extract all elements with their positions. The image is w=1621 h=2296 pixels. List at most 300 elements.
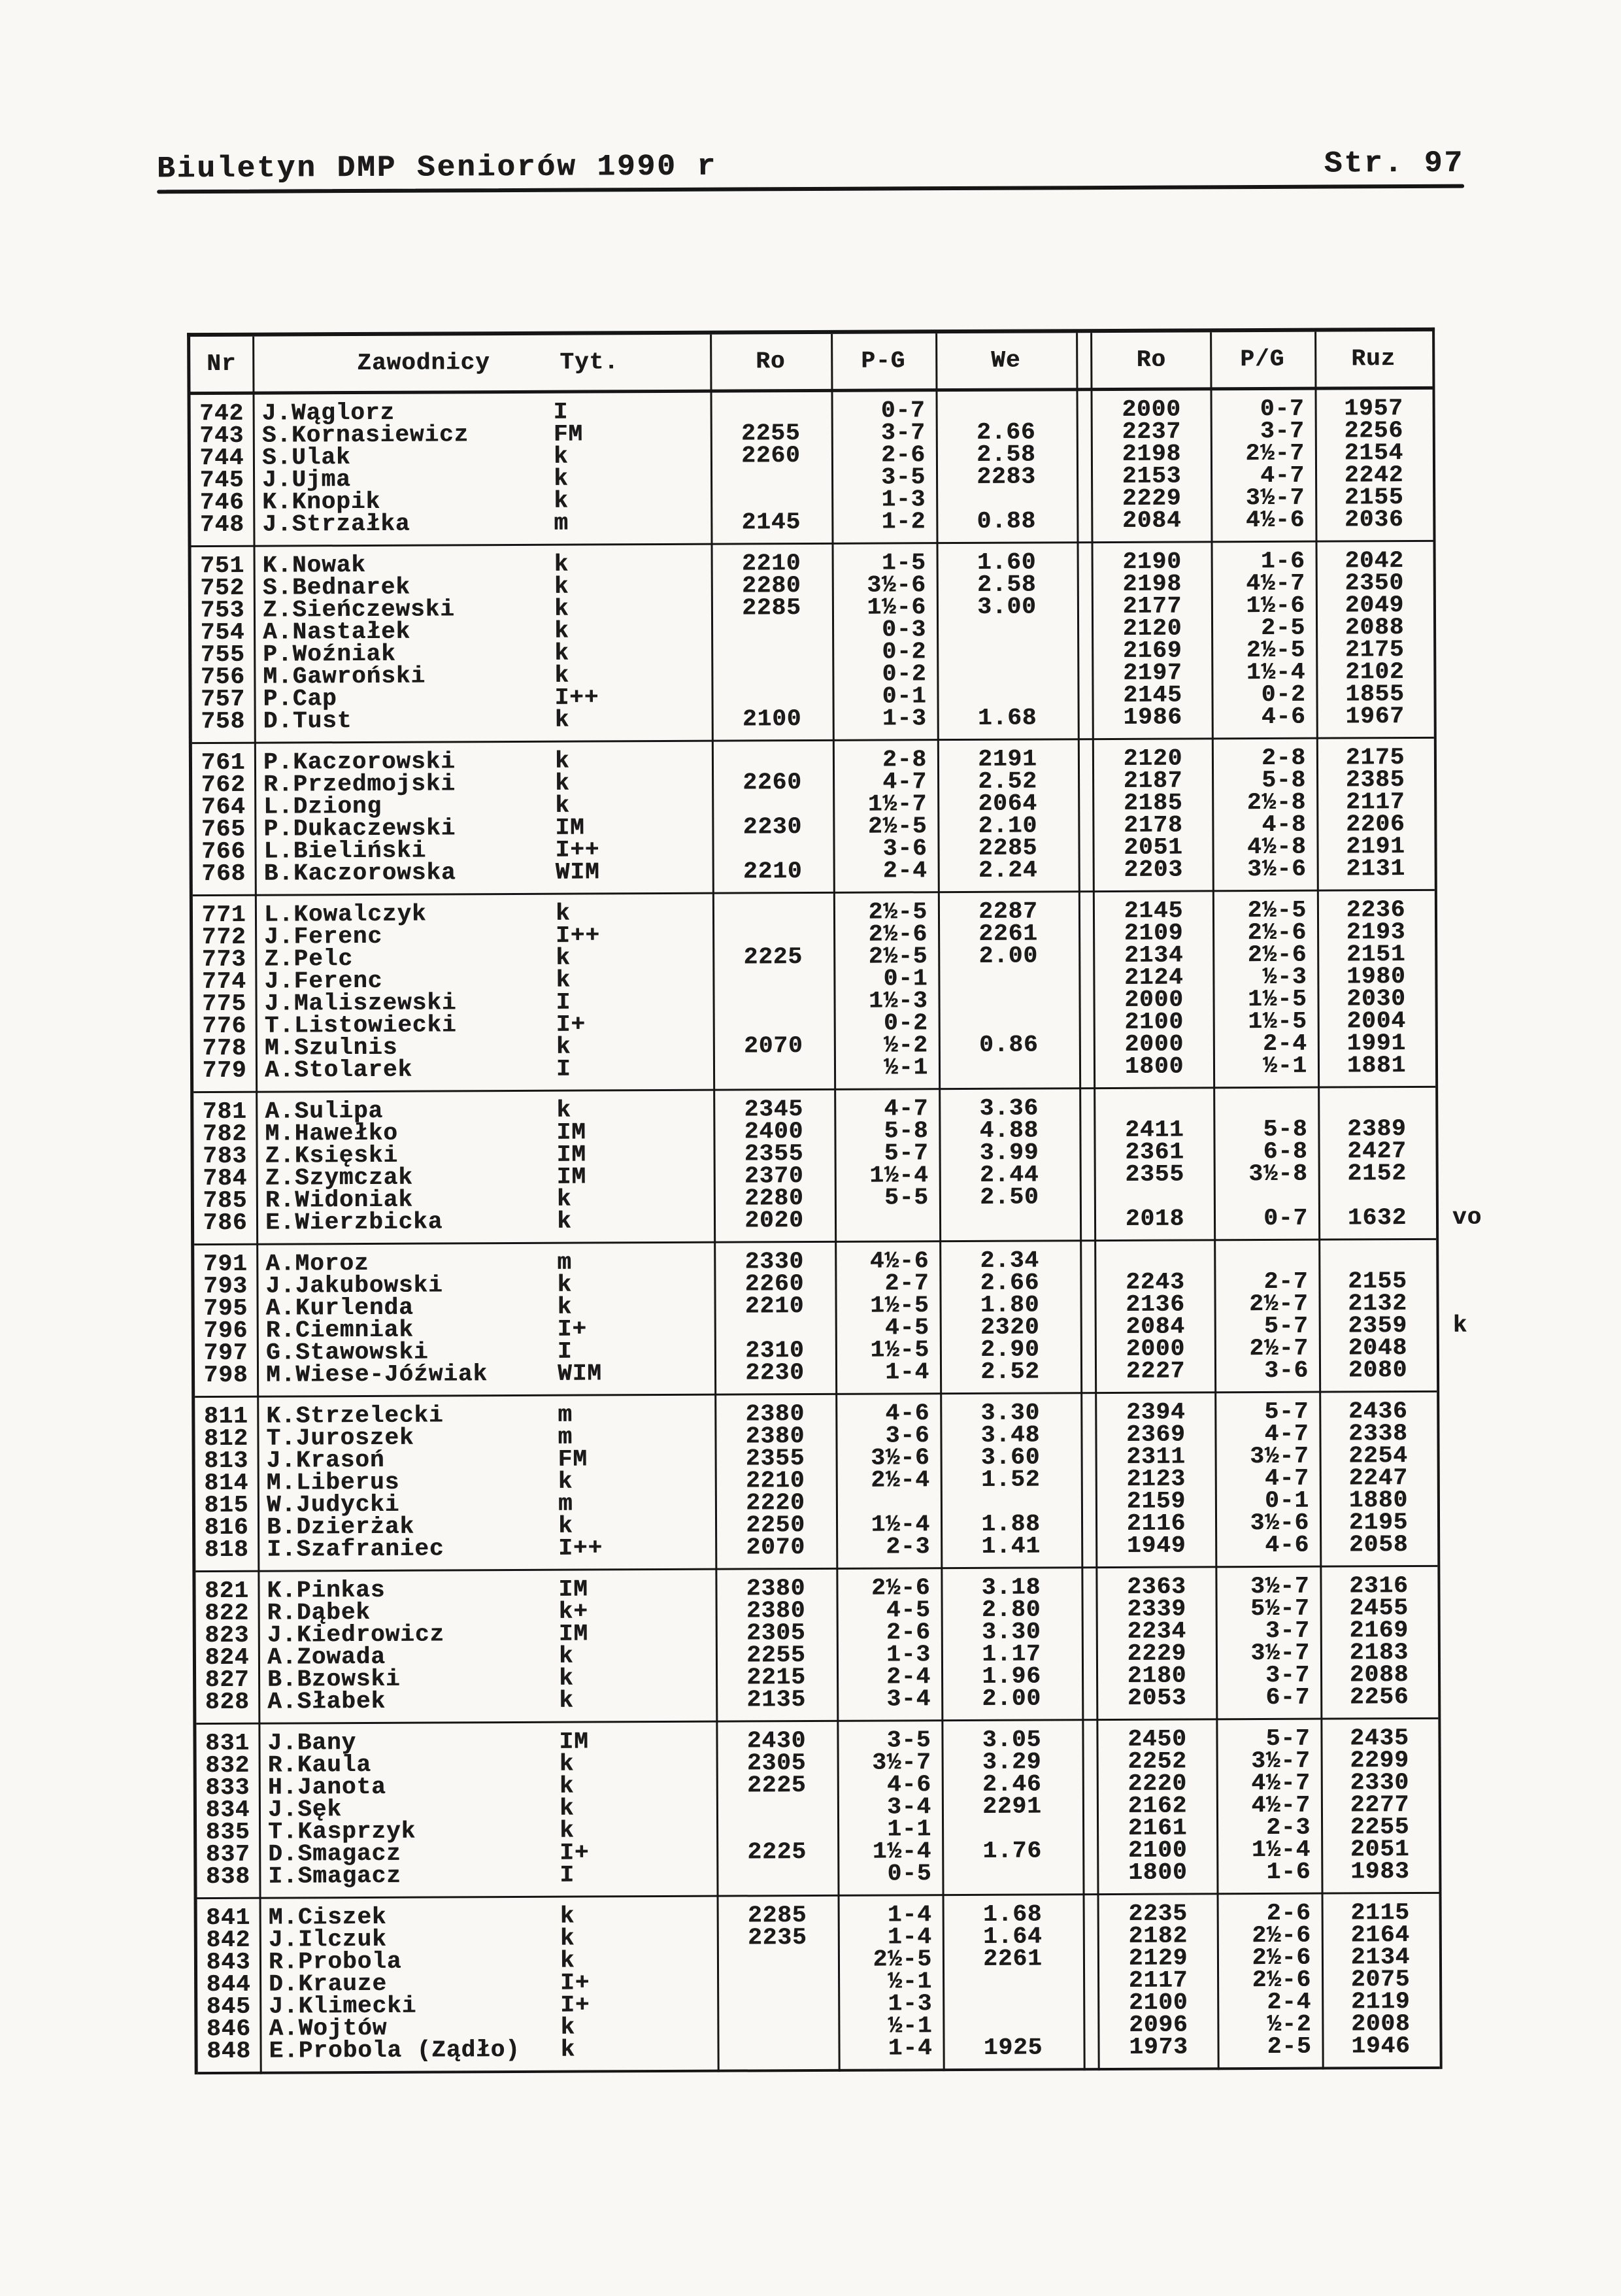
player-name: Z.Pelc xyxy=(264,945,353,973)
rating-ro-2: 2100 xyxy=(1124,1008,1184,1036)
player-name-cell xyxy=(254,794,712,819)
rating-ruz: 1991 xyxy=(1346,1030,1407,1057)
performance-we: 2191 xyxy=(978,745,1037,773)
rating-ruz: 2191 xyxy=(1346,833,1405,860)
player-title: k xyxy=(560,1925,575,1952)
points-games-2: 3½-7 xyxy=(1250,1639,1311,1667)
rating-ro-1: 2135 xyxy=(746,1686,807,1714)
points-games-2: 1½-5 xyxy=(1248,1007,1307,1036)
player-name-cell xyxy=(256,1096,713,1125)
points-games-1: 1-4 xyxy=(888,2034,933,2062)
rating-ro-2: 2134 xyxy=(1124,941,1184,969)
points-games-1: 2-4 xyxy=(886,1663,931,1691)
rating-ro-1: 2260 xyxy=(744,1270,805,1298)
points-games-2: 5-7 xyxy=(1264,1398,1309,1425)
rating-ro-2: 2177 xyxy=(1122,592,1182,620)
player-name-cell xyxy=(255,944,712,973)
rating-ruz: 2088 xyxy=(1349,1661,1409,1689)
rating-ro-1: 2070 xyxy=(744,1032,803,1060)
rating-ro-1: 2260 xyxy=(743,769,802,796)
player-name: E.Wierzbicka xyxy=(265,1208,443,1236)
player-number: 798 xyxy=(203,1361,248,1389)
table-row xyxy=(191,506,1433,539)
points-games-2: 4-6 xyxy=(1265,1531,1310,1559)
points-games-2: 1-6 xyxy=(1260,547,1305,575)
performance-we: 2320 xyxy=(980,1313,1040,1341)
player-number: 838 xyxy=(205,1863,250,1891)
rating-ro-2: 2178 xyxy=(1124,811,1183,839)
points-games-1: 2½-6 xyxy=(868,920,928,948)
player-name-cell xyxy=(256,1207,714,1236)
player-number: 813 xyxy=(204,1447,249,1475)
player-number: 834 xyxy=(205,1796,250,1824)
performance-we: 2.80 xyxy=(981,1596,1041,1623)
rating-ro-2: 2018 xyxy=(1125,1205,1185,1232)
player-title: k+ xyxy=(558,1598,588,1625)
player-group xyxy=(191,390,1433,545)
rating-ro-1: 2285 xyxy=(747,1902,807,1929)
rating-ro-1: 2280 xyxy=(741,572,801,599)
rating-ro-1: 2260 xyxy=(741,442,801,469)
rating-ro-1 xyxy=(711,619,832,642)
player-name-cell xyxy=(256,1271,714,1300)
points-games-1: 1½-7 xyxy=(867,790,927,818)
rating-ruz: 2256 xyxy=(1344,417,1404,445)
player-number: 766 xyxy=(201,837,246,866)
points-games-2: 1-6 xyxy=(1266,1858,1311,1885)
rating-ro-1: 2380 xyxy=(746,1597,806,1625)
player-title: I++ xyxy=(558,1534,603,1562)
points-games-2: 4-7 xyxy=(1264,1420,1309,1447)
player-name-cell xyxy=(254,814,712,843)
points-games-2: 4½-8 xyxy=(1247,833,1307,861)
player-name: M.Wiese-Jóźwiak xyxy=(265,1360,488,1389)
rating-ruz: 2102 xyxy=(1345,658,1405,686)
points-games-1: 3-7 xyxy=(880,419,926,447)
points-games-2: 2-6 xyxy=(1266,1899,1311,1927)
player-title: k xyxy=(553,443,569,470)
rating-ro-1: 2380 xyxy=(745,1423,805,1450)
player-number: 782 xyxy=(202,1120,247,1148)
performance-we: 2.46 xyxy=(982,1770,1042,1798)
rating-ruz: 2175 xyxy=(1345,744,1405,771)
player-name-cell xyxy=(259,1819,716,1844)
points-games-2: 3½-7 xyxy=(1245,484,1305,512)
rating-ruz: 2255 xyxy=(1350,1814,1410,1841)
player-group xyxy=(193,891,1435,1091)
player-title: m xyxy=(557,1249,573,1276)
rating-ro-1 xyxy=(713,1057,834,1080)
player-title: IM xyxy=(555,814,585,841)
performance-we: 1.60 xyxy=(977,549,1037,576)
points-games-2: 2-7 xyxy=(1263,1268,1309,1295)
points-games-1: 4-7 xyxy=(882,768,927,796)
player-number: 757 xyxy=(201,685,246,713)
player-number: 765 xyxy=(201,815,246,843)
points-games-1: 0-2 xyxy=(882,660,927,688)
rating-ruz: 2088 xyxy=(1345,614,1405,641)
player-name: P.Cap xyxy=(263,685,337,713)
player-name-cell xyxy=(259,1750,716,1779)
rating-ro-1: 2145 xyxy=(741,509,801,536)
points-games-1: 1½-6 xyxy=(867,594,927,621)
player-name-cell xyxy=(258,1730,716,1755)
points-games-2: 1½-4 xyxy=(1246,658,1306,686)
player-name-cell xyxy=(258,1445,715,1474)
player-name-cell xyxy=(255,902,712,926)
points-games-2: 3-7 xyxy=(1265,1617,1310,1644)
player-title: IM xyxy=(556,1163,587,1190)
performance-we: 1.41 xyxy=(981,1532,1041,1560)
player-title: IM xyxy=(556,1141,586,1168)
player-name-cell xyxy=(256,1013,713,1038)
points-games-1: 2-3 xyxy=(886,1533,931,1561)
points-games-1: ½-1 xyxy=(884,1054,929,1081)
player-number: 751 xyxy=(200,552,245,580)
points-games-1: 1-3 xyxy=(881,486,926,513)
points-games-1: 2½-5 xyxy=(868,943,928,970)
rating-ro-1: 2070 xyxy=(746,1534,805,1561)
margin-annotation: k xyxy=(1452,1311,1468,1339)
points-games-2: 5-8 xyxy=(1263,1115,1308,1143)
player-title: k xyxy=(556,1207,572,1235)
rating-ro-2: 2198 xyxy=(1122,440,1182,467)
rating-ro-1: 2255 xyxy=(741,420,801,447)
player-name: I.Szafraniec xyxy=(267,1535,444,1563)
player-name: D.Krauze xyxy=(269,1970,388,1998)
points-games-1: 5-5 xyxy=(884,1184,929,1211)
player-number: 774 xyxy=(201,968,246,996)
points-games-1: 4-6 xyxy=(885,1400,930,1427)
player-number: 758 xyxy=(201,707,246,735)
points-games-2: 4½-6 xyxy=(1245,506,1305,534)
player-name: J.Krasoń xyxy=(266,1446,385,1474)
rating-ro-1: 2380 xyxy=(745,1400,805,1428)
rating-ro-2: 2159 xyxy=(1126,1487,1186,1515)
points-games-2: 4-7 xyxy=(1264,1464,1309,1492)
rating-ro-1: 2305 xyxy=(746,1619,806,1647)
player-group xyxy=(197,1894,1440,2072)
player-name-cell xyxy=(259,1991,717,2020)
performance-we: 3.48 xyxy=(980,1421,1041,1449)
performance-we: 2261 xyxy=(978,920,1038,947)
player-number: 754 xyxy=(200,618,245,647)
player-number: 764 xyxy=(201,793,246,821)
points-games-2: 3½-7 xyxy=(1250,1572,1310,1600)
player-name: P.Woźniak xyxy=(263,640,396,668)
rating-ro-2: 2182 xyxy=(1128,1922,1188,1950)
points-games-2: 2½-6 xyxy=(1252,1921,1311,1950)
points-games-1: 5-8 xyxy=(884,1117,929,1145)
rating-ro-2: 2116 xyxy=(1126,1510,1186,1537)
performance-we xyxy=(938,967,1078,990)
points-games-2: 3½-7 xyxy=(1250,1442,1309,1470)
player-number: 815 xyxy=(204,1491,249,1519)
player-title: k xyxy=(560,1947,575,1974)
player-number: 848 xyxy=(207,2037,252,2065)
player-name-cell xyxy=(254,617,711,646)
rating-ruz: 1632 xyxy=(1347,1204,1407,1232)
rating-ruz: 2193 xyxy=(1346,919,1406,946)
points-games-2: 1½-4 xyxy=(1251,1836,1311,1864)
rating-ruz: 2155 xyxy=(1348,1268,1407,1295)
player-name: L.Bieliński xyxy=(263,837,427,865)
points-games-2: 4-7 xyxy=(1260,462,1305,489)
points-games-2: 2-5 xyxy=(1261,614,1306,641)
performance-we xyxy=(937,640,1077,663)
performance-we: 3.60 xyxy=(980,1443,1041,1471)
rating-ro-1 xyxy=(717,2038,838,2061)
player-title: k xyxy=(554,573,569,600)
player-name-cell xyxy=(256,1121,713,1145)
points-games-1: 1½-5 xyxy=(870,1336,929,1364)
performance-we: 2.90 xyxy=(980,1336,1040,1363)
player-name: S.Ulak xyxy=(261,444,351,471)
player-name: J.Kiedrowicz xyxy=(267,1621,445,1649)
points-games-1: 1½-5 xyxy=(870,1292,929,1319)
rating-ro-2: 2051 xyxy=(1124,834,1183,861)
points-games-2: 2½-8 xyxy=(1246,788,1307,817)
player-name-cell xyxy=(256,1163,714,1192)
player-number: 816 xyxy=(204,1513,249,1542)
player-title: I xyxy=(557,1338,573,1365)
player-title: k xyxy=(558,1468,573,1495)
table-row xyxy=(193,855,1435,888)
rating-ruz: 2242 xyxy=(1344,462,1404,489)
rating-ro-2: 2124 xyxy=(1124,964,1184,991)
points-games-1: 4-5 xyxy=(884,1314,929,1342)
rating-ro-2: 2363 xyxy=(1127,1573,1186,1600)
player-number: 786 xyxy=(203,1209,248,1237)
player-title: FM xyxy=(558,1445,588,1473)
player-name: G.Stawowski xyxy=(265,1338,429,1366)
rating-ro-1: 2225 xyxy=(746,1772,807,1799)
rating-ruz: 2151 xyxy=(1346,941,1406,968)
rating-ruz: 2256 xyxy=(1349,1683,1409,1711)
player-title: k xyxy=(554,662,570,689)
points-games-1: 1-3 xyxy=(882,705,927,732)
player-title: I+ xyxy=(560,1839,590,1866)
rating-ro-2: 2117 xyxy=(1128,1967,1188,1994)
rating-ruz: 2175 xyxy=(1345,636,1405,664)
rating-ro-1: 2330 xyxy=(744,1248,805,1275)
player-name-cell xyxy=(253,420,710,449)
performance-we: 2287 xyxy=(978,898,1038,925)
points-games-1: 3-5 xyxy=(881,464,926,491)
margin-annotation: vo xyxy=(1452,1204,1482,1231)
results-table xyxy=(187,328,1482,2074)
points-games-1: 3-6 xyxy=(885,1422,930,1449)
player-name: J.Strzałka xyxy=(262,510,410,538)
player-name-cell xyxy=(259,1969,717,1998)
points-games-1: 2½-4 xyxy=(871,1466,930,1494)
rating-ro-2: 2197 xyxy=(1123,659,1182,686)
performance-we: 2.10 xyxy=(978,812,1038,839)
player-name-cell xyxy=(256,1055,713,1084)
rating-ro-2: 2129 xyxy=(1128,1944,1188,1972)
player-name: A.Wojtów xyxy=(269,2014,388,2042)
player-number: 843 xyxy=(206,1948,251,1976)
player-name-cell xyxy=(253,445,710,469)
performance-we: 3.18 xyxy=(981,1574,1041,1601)
rating-ro-2: 2411 xyxy=(1125,1116,1184,1143)
player-name-cell xyxy=(253,398,710,427)
player-title: k xyxy=(555,769,570,797)
player-number: 796 xyxy=(203,1317,248,1345)
rating-ruz: 2436 xyxy=(1348,1398,1408,1425)
rating-ro-2: 2145 xyxy=(1124,897,1184,924)
rating-ruz: 2195 xyxy=(1348,1509,1409,1536)
points-games-2: 2½-7 xyxy=(1245,439,1305,467)
points-games-1: ½-2 xyxy=(883,1032,928,1059)
player-title: k xyxy=(554,550,569,578)
points-games-2: 0-1 xyxy=(1264,1487,1309,1514)
rating-ro-1: 2370 xyxy=(744,1162,804,1190)
rating-ruz: 2049 xyxy=(1345,592,1405,619)
points-games-2: 6-7 xyxy=(1265,1683,1311,1711)
player-title: k xyxy=(560,2014,576,2041)
rating-ro-2: 2229 xyxy=(1127,1640,1187,1667)
player-name-cell xyxy=(255,988,712,1017)
rating-ro-1: 2380 xyxy=(746,1575,806,1602)
performance-we: 2.00 xyxy=(982,1685,1042,1712)
player-name-cell xyxy=(258,1534,715,1563)
rating-ruz: 2119 xyxy=(1350,1988,1411,2016)
rating-ro-2: 2169 xyxy=(1122,637,1182,664)
player-number: 833 xyxy=(205,1774,250,1802)
rating-ro-2: 1800 xyxy=(1124,1053,1184,1080)
rating-ruz: 2254 xyxy=(1348,1442,1408,1470)
performance-we xyxy=(937,618,1077,641)
player-name: L.Kowalczyk xyxy=(263,900,427,928)
player-title: k xyxy=(555,792,570,819)
player-name: E.Probola (Ządło) xyxy=(269,2036,520,2065)
rating-ro-2: 2339 xyxy=(1127,1595,1186,1623)
player-name: A.Kurlenda xyxy=(265,1294,414,1322)
player-title: I+ xyxy=(560,1991,590,2019)
player-name: I.Smagacz xyxy=(268,1862,401,1890)
points-games-2: 3-6 xyxy=(1264,1357,1309,1384)
points-games-2: 2½-5 xyxy=(1246,636,1306,664)
performance-we: 2.66 xyxy=(980,1269,1040,1296)
col-header-nr: Nr xyxy=(207,350,237,378)
table-row xyxy=(193,1052,1435,1085)
rating-ro-1 xyxy=(717,1993,838,2016)
points-games-2: 5-7 xyxy=(1265,1725,1311,1752)
performance-we: 2283 xyxy=(977,463,1036,490)
player-title: I++ xyxy=(555,836,600,864)
points-games-2: 2½-6 xyxy=(1247,919,1307,947)
rating-ro-1: 2280 xyxy=(744,1185,804,1212)
points-games-2: 0-7 xyxy=(1260,395,1305,422)
player-name-cell xyxy=(254,769,712,798)
col-header-pg-1: P-G xyxy=(861,347,906,375)
col-header-zawodnicy xyxy=(252,335,710,392)
rating-ro-2: 2180 xyxy=(1127,1662,1187,1689)
player-name: J.Wąglorz xyxy=(261,399,395,427)
table-header xyxy=(190,331,1432,392)
player-number: 778 xyxy=(202,1034,247,1062)
rating-ro-1: 2345 xyxy=(744,1096,804,1123)
performance-we: 2.00 xyxy=(978,942,1039,970)
player-number: 761 xyxy=(201,749,246,777)
col-header-ro-1: Ro xyxy=(756,348,786,375)
player-title: WIM xyxy=(557,1360,602,1387)
points-games-2: 0-7 xyxy=(1263,1204,1309,1232)
player-name-cell xyxy=(253,509,710,538)
table-body xyxy=(191,390,1482,2072)
points-games-2: ½-2 xyxy=(1267,2010,1312,2038)
rating-ro-1 xyxy=(717,1949,838,1972)
player-name-cell xyxy=(257,1423,714,1452)
rating-ruz: 2051 xyxy=(1350,1836,1410,1863)
rating-ruz: 2036 xyxy=(1345,506,1404,533)
points-games-1: 2-7 xyxy=(884,1270,929,1297)
performance-we: 3.36 xyxy=(979,1094,1039,1122)
performance-we xyxy=(943,1992,1083,2015)
points-games-1: ½-1 xyxy=(888,2012,933,2040)
performance-we: 2064 xyxy=(978,790,1038,817)
player-name: J.Klimecki xyxy=(269,1992,417,2020)
rating-ruz: 2338 xyxy=(1348,1420,1408,1447)
performance-we: 2285 xyxy=(978,834,1038,862)
player-number: 756 xyxy=(200,663,245,691)
performance-we: 1.64 xyxy=(982,1923,1043,1950)
rating-ro-2: 2084 xyxy=(1122,507,1182,534)
player-number: 845 xyxy=(206,1993,251,2021)
col-header-ruz: Ruz xyxy=(1351,345,1396,373)
points-games-2: 2½-6 xyxy=(1247,941,1307,969)
player-title: I xyxy=(556,1055,571,1083)
player-title: k xyxy=(557,1293,573,1321)
player-title: k xyxy=(554,595,569,622)
points-games-1: 1½-4 xyxy=(869,1162,929,1189)
player-name-cell xyxy=(258,1620,716,1649)
points-games-1: 4-5 xyxy=(886,1596,931,1624)
player-name-cell xyxy=(254,639,711,668)
player-title: m xyxy=(558,1490,573,1517)
points-games-2: 5-8 xyxy=(1262,766,1307,794)
performance-we: 4.88 xyxy=(979,1117,1039,1144)
player-number: 744 xyxy=(199,444,244,472)
rating-ro-1 xyxy=(717,1971,838,1994)
rating-ro-2: 2000 xyxy=(1124,986,1184,1013)
player-title: I++ xyxy=(554,684,599,711)
rating-ro-2: 2394 xyxy=(1126,1398,1186,1426)
player-name: B.Kaczorowska xyxy=(263,859,456,887)
player-number: 812 xyxy=(203,1425,248,1453)
points-games-2: 1½-5 xyxy=(1248,985,1307,1013)
player-number: 783 xyxy=(203,1142,248,1170)
rating-ro-2: 2252 xyxy=(1128,1747,1187,1775)
player-name: B.Dzierżak xyxy=(266,1513,415,1541)
player-name: Z.Sieńczewski xyxy=(262,596,455,624)
table-row xyxy=(192,705,1434,733)
performance-we xyxy=(939,1056,1079,1079)
performance-we: 1.96 xyxy=(982,1663,1041,1690)
performance-we: 3.99 xyxy=(979,1139,1039,1166)
player-name-cell xyxy=(259,2038,717,2063)
player-name-cell xyxy=(259,1839,716,1868)
performance-we: 2.50 xyxy=(980,1183,1039,1211)
performance-we: 1.17 xyxy=(982,1640,1041,1668)
points-games-1: 0-5 xyxy=(887,1860,932,1887)
player-name: R.Kaula xyxy=(267,1751,371,1779)
rating-ruz: 2247 xyxy=(1348,1464,1409,1492)
points-games-1: 3-5 xyxy=(886,1727,931,1754)
player-title: IM xyxy=(558,1620,589,1647)
performance-we: 2.34 xyxy=(980,1247,1040,1274)
